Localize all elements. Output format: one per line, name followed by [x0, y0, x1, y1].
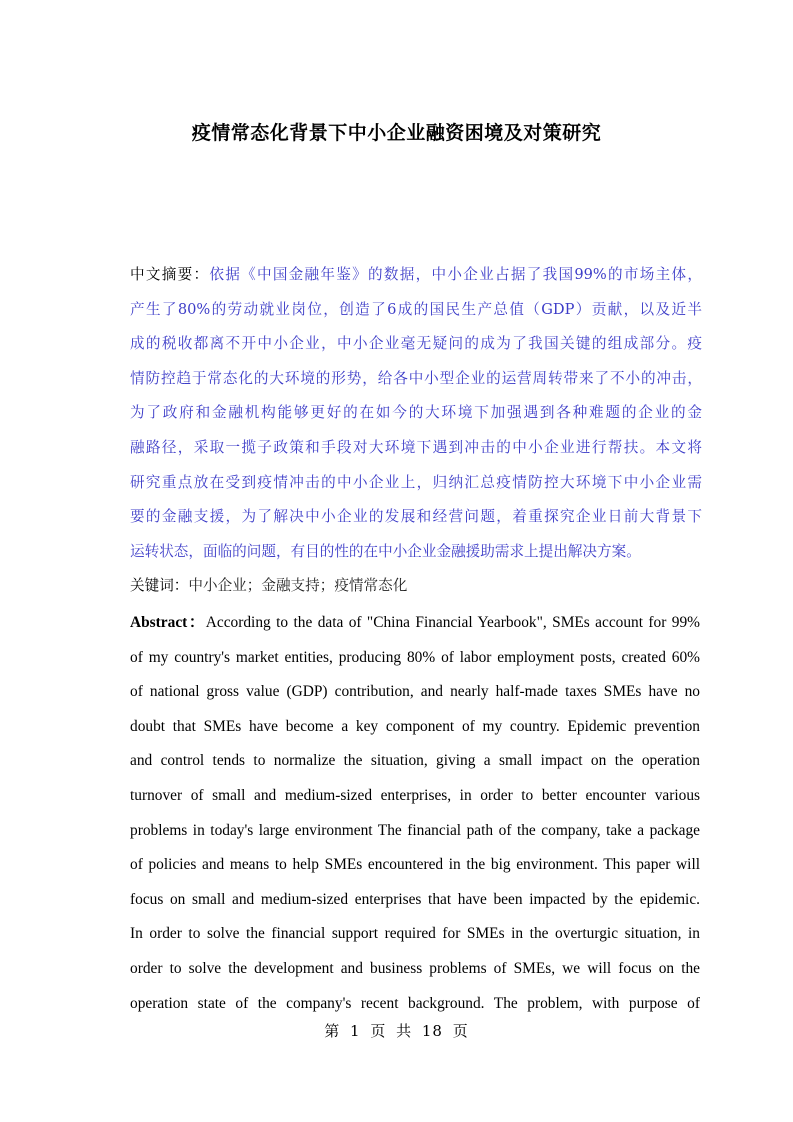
english-abstract-line: order to solve the development and business problems of SMEs, we will focus on the	[130, 959, 700, 977]
english-abstract	[130, 610, 700, 1025]
english-abstract-line: of national gross value (GDP) contribution, and nearly half-made taxes SMEs have no	[130, 683, 700, 701]
english-abstract-line	[130, 610, 700, 645]
chinese-abstract-line	[130, 262, 702, 297]
chinese-abstract-line: 运转状态，面临的问题，有目的性的在中小企业金融援助需求上提出解决方案。	[130, 542, 641, 560]
english-abstract-line: In order to solve the financial support required for SMEs in the overturgic situation, in	[130, 925, 700, 943]
keywords-line	[130, 573, 702, 608]
english-abstract-text: According to the data of "China Financial Yearbook", SMEs account for 99%	[205, 614, 700, 631]
english-abstract-line: doubt that SMEs have become a key component of my country. Epidemic prevention	[130, 717, 700, 735]
english-abstract-line: and control tends to normalize the situation, giving a small impact on the operation	[130, 752, 700, 770]
chinese-abstract	[130, 262, 702, 608]
english-abstract-line: turnover of small and medium-sized enterprises, in order to better encounter various	[130, 786, 700, 804]
page-number-footer: 第 1 页 共 18 页	[324, 1022, 469, 1040]
chinese-abstract-line: 成的税收都离不开中小企业，中小企业毫无疑问的成为了我国关键的组成部分。疫	[130, 335, 702, 353]
keywords-label: 关键词：	[130, 577, 189, 595]
chinese-abstract-text: 依据《中国金融年鉴》的数据，中小企业占据了我国99%的市场主体，	[209, 266, 702, 283]
english-abstract-line: operation state of the company's recent background. The problem, with purpose of	[130, 994, 700, 1012]
english-abstract-line: of policies and means to help SMEs encountered in the big environment. This paper will	[130, 856, 700, 874]
keywords-content: 中小企业；金融支持；疫情常态化	[188, 577, 408, 595]
english-abstract-line: focus on small and medium-sized enterprises that have been impacted by the epidemic.	[130, 890, 700, 908]
chinese-abstract-line: 为了政府和金融机构能够更好的在如今的大环境下加强遇到各种难题的企业的金	[130, 404, 702, 422]
chinese-abstract-line: 研究重点放在受到疫情冲击的中小企业上，归纳汇总疫情防控大环境下中小企业需	[130, 473, 702, 491]
english-abstract-label: Abstract：	[130, 614, 206, 631]
document-title: 疫情常态化背景下中小企业融资困境及对策研究	[191, 122, 602, 144]
chinese-abstract-line: 融路径，采取一揽子政策和手段对大环境下遇到冲击的中小企业进行帮扶。本文将	[130, 438, 702, 456]
chinese-abstract-line: 情防控趋于常态化的大环境的形势，给各中小型企业的运营周转带来了不小的冲击，	[130, 369, 702, 387]
english-abstract-line: problems in today's large environment The financial path of the company, take a package	[130, 821, 700, 839]
chinese-abstract-label: 中文摘要：	[130, 266, 210, 283]
chinese-abstract-line: 要的金融支援，为了解决中小企业的发展和经营问题，着重探究企业日前大背景下	[130, 508, 702, 526]
chinese-abstract-line: 产生了80%的劳动就业岗位，创造了6成的国民生产总值（GDP）贡献，以及近半	[130, 300, 702, 318]
english-abstract-line: of my country's market entities, producing 80% of labor employment posts, created 60%	[130, 648, 700, 666]
